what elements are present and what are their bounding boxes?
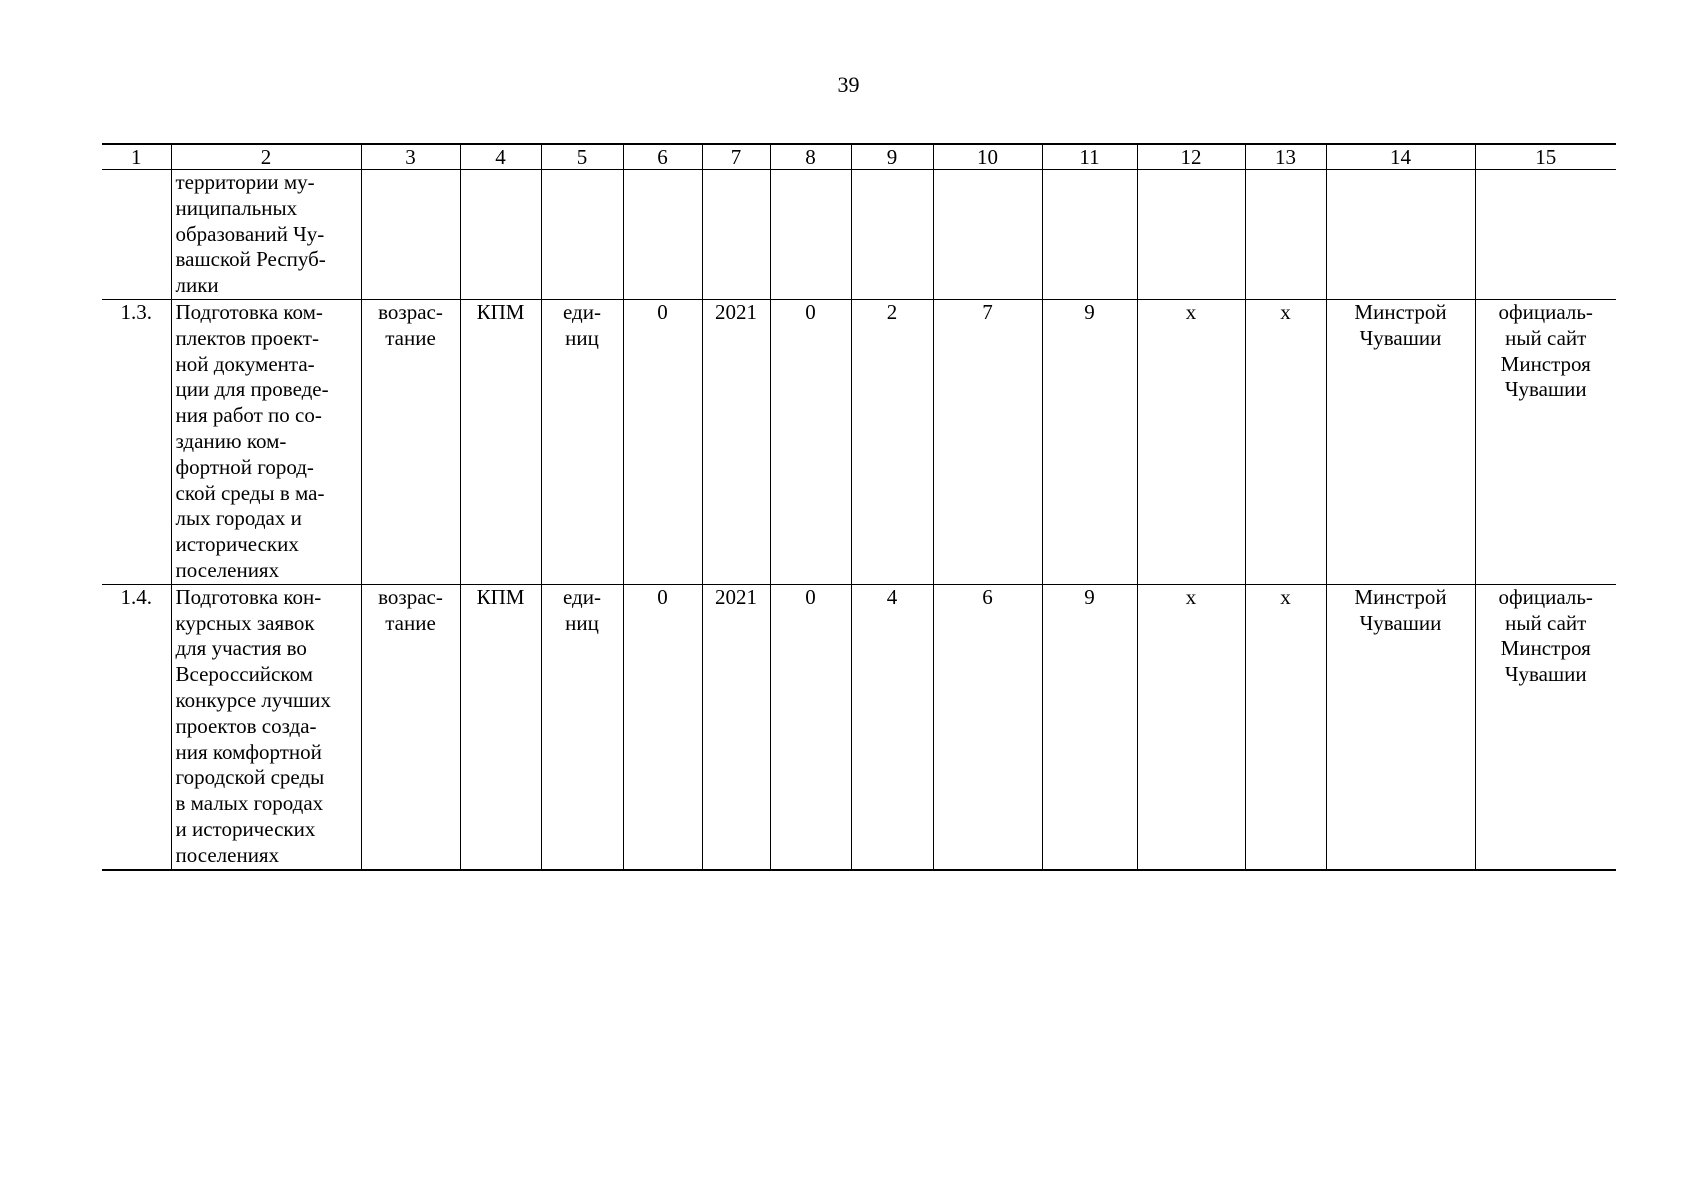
value-cell — [1042, 584, 1137, 869]
cell-line — [707, 170, 766, 196]
table-row — [102, 584, 1616, 869]
cell-line: Чувашии — [1504, 662, 1587, 687]
cell-line: Подготовка кон- — [175, 584, 322, 609]
value-cell — [1042, 170, 1137, 300]
base-year-cell — [702, 584, 770, 869]
cell-line — [1142, 170, 1241, 196]
column-header: 6 — [623, 144, 702, 170]
cell-line: Минстроя — [1500, 636, 1591, 661]
cell-line: официаль- — [1498, 299, 1593, 324]
cell-line: 9 — [1084, 299, 1095, 324]
value-cell — [933, 170, 1042, 300]
cell-line: возрас- — [378, 584, 443, 609]
trend-cell — [361, 584, 460, 869]
base-value-cell — [623, 584, 702, 869]
trend-cell — [361, 299, 460, 584]
cell-line: ниц — [565, 325, 599, 350]
cell-line: 0 — [657, 299, 668, 324]
value-cell — [1137, 299, 1245, 584]
cell-line — [1331, 170, 1471, 196]
cell-line: Подготовка ком- — [175, 299, 323, 324]
value-cell — [851, 170, 933, 300]
table-row — [102, 170, 1616, 300]
value-cell — [1042, 299, 1137, 584]
cell-line: 2 — [886, 299, 898, 324]
cell-line: ской среды в ма- — [175, 480, 325, 505]
value-cell — [1137, 584, 1245, 869]
unit-cell — [541, 299, 623, 584]
cell-line: поселениях — [175, 842, 280, 867]
value-cell — [1245, 170, 1326, 300]
cell-line: 7 — [982, 299, 993, 324]
cell-line: в малых городах — [175, 791, 324, 816]
cell-line: 0 — [805, 584, 816, 609]
value-cell — [770, 584, 851, 869]
cell-line: Минстрой — [1354, 299, 1447, 324]
source-cell — [1475, 299, 1616, 584]
base-year-cell — [702, 299, 770, 584]
value-cell — [1245, 584, 1326, 869]
value-cell — [933, 584, 1042, 869]
cell-line: ния комфортной — [175, 739, 322, 764]
cell-line — [856, 170, 929, 196]
base-value-cell — [623, 170, 702, 300]
column-header: 1 — [102, 144, 171, 170]
responsible-cell — [1326, 584, 1475, 869]
trend-cell — [361, 170, 460, 300]
cell-line: конкурсе лучших — [175, 687, 331, 712]
responsible-cell — [1326, 299, 1475, 584]
cell-line: ции для проведе- — [175, 377, 329, 402]
cell-line: территории му- — [175, 170, 315, 194]
cell-line: 1.3. — [120, 299, 152, 324]
page-number: 39 — [837, 72, 860, 97]
cell-line — [546, 170, 619, 196]
row-number-cell — [102, 170, 171, 300]
row-number-cell — [102, 299, 171, 584]
cell-line — [1250, 170, 1322, 196]
cell-line: 0 — [657, 584, 668, 609]
cell-line: проектов созда- — [175, 713, 317, 738]
cell-line: и исторических — [175, 816, 316, 841]
cell-line: тание — [385, 325, 436, 350]
table-row — [102, 299, 1616, 584]
indicator-name-cell — [171, 584, 361, 869]
cell-line: поселениях — [175, 557, 280, 582]
value-cell — [1245, 299, 1326, 584]
cell-line: образований Чу- — [175, 221, 325, 246]
cell-line: ный сайт — [1505, 610, 1587, 635]
cell-line: еди- — [563, 299, 601, 324]
cell-line: Чувашии — [1504, 377, 1587, 402]
cell-line: ный сайт — [1505, 325, 1587, 350]
source-cell — [1475, 584, 1616, 869]
column-header: 10 — [933, 144, 1042, 170]
column-header: 5 — [541, 144, 623, 170]
cell-line: КПМ — [476, 584, 525, 609]
table-body — [102, 144, 1616, 870]
column-header: 4 — [460, 144, 541, 170]
column-header: 9 — [851, 144, 933, 170]
cell-line: плектов проект- — [175, 325, 319, 350]
indicator-type-cell — [460, 299, 541, 584]
value-cell — [851, 299, 933, 584]
cell-line: тание — [385, 610, 436, 635]
cell-line — [106, 170, 167, 196]
cell-line: х — [1280, 299, 1291, 324]
value-cell — [1137, 170, 1245, 300]
column-header: 13 — [1245, 144, 1326, 170]
cell-line: фортной город- — [175, 454, 314, 479]
column-number-row — [102, 144, 1616, 170]
column-header: 12 — [1137, 144, 1245, 170]
column-header: 14 — [1326, 144, 1475, 170]
indicator-name-cell — [171, 170, 361, 300]
cell-line: 4 — [886, 584, 898, 609]
cell-line: ниципальных — [175, 195, 298, 220]
column-header: 11 — [1042, 144, 1137, 170]
row-number-cell — [102, 584, 171, 869]
column-header: 3 — [361, 144, 460, 170]
cell-line: исторических — [175, 532, 299, 557]
cell-line: официаль- — [1498, 584, 1593, 609]
cell-line: курсных заявок — [175, 610, 315, 635]
cell-line: КПМ — [476, 299, 525, 324]
indicator-name-cell — [171, 299, 361, 584]
indicator-type-cell — [460, 584, 541, 869]
cell-line: 9 — [1084, 584, 1095, 609]
cell-line: 2021 — [715, 299, 757, 324]
value-cell — [770, 299, 851, 584]
indicator-type-cell — [460, 170, 541, 300]
cell-line: 6 — [982, 584, 993, 609]
cell-line: Чувашии — [1359, 610, 1442, 635]
cell-line: городской среды — [175, 765, 325, 790]
cell-line: ной документа- — [175, 351, 315, 376]
cell-line: х — [1280, 584, 1291, 609]
cell-line: для участия во — [175, 636, 307, 661]
cell-line: еди- — [563, 584, 601, 609]
responsible-cell — [1326, 170, 1475, 300]
cell-line: возрас- — [378, 299, 443, 324]
cell-line — [366, 170, 456, 196]
cell-line — [1047, 170, 1133, 196]
cell-line: х — [1185, 299, 1197, 324]
cell-line: лики — [175, 273, 219, 298]
cell-line — [775, 170, 847, 196]
base-year-cell — [702, 170, 770, 300]
cell-line: Минстроя — [1500, 351, 1591, 376]
source-cell — [1475, 170, 1616, 300]
column-header: 2 — [171, 144, 361, 170]
cell-line: ния работ по со- — [175, 403, 322, 428]
value-cell — [770, 170, 851, 300]
cell-line: ниц — [565, 610, 599, 635]
cell-line: зданию ком- — [175, 428, 287, 453]
cell-line — [1480, 170, 1613, 196]
column-header: 8 — [770, 144, 851, 170]
cell-line: 0 — [805, 299, 816, 324]
column-header: 15 — [1475, 144, 1616, 170]
cell-line: х — [1185, 584, 1197, 609]
unit-cell — [541, 584, 623, 869]
cell-line: Чувашии — [1359, 325, 1442, 350]
column-header: 7 — [702, 144, 770, 170]
cell-line: 2021 — [715, 584, 757, 609]
cell-line: Всероссийском — [175, 662, 313, 687]
cell-line — [465, 170, 537, 196]
unit-cell — [541, 170, 623, 300]
cell-line: лых городах и — [175, 506, 302, 531]
value-cell — [933, 299, 1042, 584]
cell-line: 1.4. — [120, 584, 152, 609]
cell-line: вашской Респуб- — [175, 247, 326, 272]
cell-line — [938, 170, 1038, 196]
value-cell — [851, 584, 933, 869]
indicator-table — [102, 143, 1616, 871]
cell-line: Минстрой — [1354, 584, 1447, 609]
cell-line — [628, 170, 698, 196]
base-value-cell — [623, 299, 702, 584]
